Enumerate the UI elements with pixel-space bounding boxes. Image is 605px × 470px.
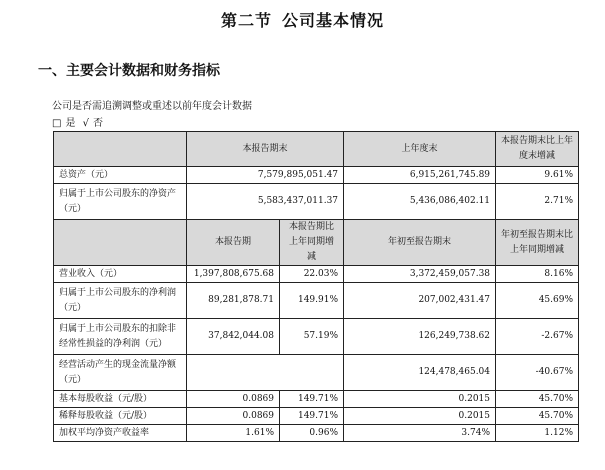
header-cell: 上年度末 xyxy=(344,132,496,167)
table-row xyxy=(54,391,579,408)
cell-value: 0.0869 xyxy=(187,408,280,425)
header-cell: 本报告期末比上年度末增减 xyxy=(496,132,579,167)
cell-value: 1.12% xyxy=(496,425,579,442)
header-cell: 本报告期 xyxy=(187,220,280,266)
cell-value: 37,842,044.08 xyxy=(187,319,280,355)
row-label: 经营活动产生的现金流量净额（元） xyxy=(54,355,187,391)
cell-value: 3,372,459,057.38 xyxy=(344,266,496,283)
heading: 一、主要会计数据和财务指标 xyxy=(38,63,220,79)
cell-value xyxy=(187,355,344,391)
cell-value: 2.71% xyxy=(496,184,579,220)
cell-value: 207,002,431.47 xyxy=(344,283,496,319)
cell-value: 149.91% xyxy=(280,283,344,319)
cell-value: -40.67% xyxy=(496,355,579,391)
table-row xyxy=(54,167,579,184)
cell-value: 5,583,437,011.37 xyxy=(187,184,344,220)
cell-value: 149.71% xyxy=(280,391,344,408)
cell-value: 22.03% xyxy=(280,266,344,283)
cell-value: 45.69% xyxy=(496,283,579,319)
header-cell: 年初至报告期末 xyxy=(344,220,496,266)
cell-value: 3.74% xyxy=(344,425,496,442)
label-no: 否 xyxy=(93,118,104,129)
header-blank xyxy=(54,132,187,167)
cell-value: 149.71% xyxy=(280,408,344,425)
financial-table xyxy=(53,131,579,442)
table-row xyxy=(54,425,579,442)
cell-value: 1.61% xyxy=(187,425,280,442)
cell-value: -2.67% xyxy=(496,319,579,355)
header-cell: 本报告期比上年同期增减 xyxy=(280,220,344,266)
cell-value: 0.96% xyxy=(280,425,344,442)
section-name: 公司基本情况 xyxy=(282,11,385,30)
cell-value: 5,436,086,402.11 xyxy=(344,184,496,220)
cell-value: 124,478,465.04 xyxy=(344,355,496,391)
row-label: 基本每股收益（元/股） xyxy=(54,391,187,408)
table-row xyxy=(54,266,579,283)
row-label: 归属于上市公司股东的净资产（元） xyxy=(54,184,187,220)
header-blank xyxy=(54,220,187,266)
cell-value: 0.2015 xyxy=(344,408,496,425)
cell-value: 0.0869 xyxy=(187,391,280,408)
row-label: 归属于上市公司股东的净利润（元） xyxy=(54,283,187,319)
label-yes: 是 xyxy=(65,118,76,129)
cell-value: 9.61% xyxy=(496,167,579,184)
header-cell: 年初至报告期末比上年同期增减 xyxy=(496,220,579,266)
table-row xyxy=(54,408,579,425)
table2-header-row xyxy=(54,220,579,266)
row-label: 营业收入（元） xyxy=(54,266,187,283)
table-row xyxy=(54,355,579,391)
cell-value: 45.70% xyxy=(496,408,579,425)
cell-value: 89,281,878.71 xyxy=(187,283,280,319)
table1-header-row xyxy=(54,132,579,167)
cell-value: 7,579,895,051.47 xyxy=(187,167,344,184)
table-row xyxy=(54,184,579,220)
table-row xyxy=(54,319,579,355)
cell-value: 0.2015 xyxy=(344,391,496,408)
checkmark-no[interactable]: √ xyxy=(82,118,90,129)
cell-value: 8.16% xyxy=(496,266,579,283)
restate-question: 公司是否需追溯调整或重述以前年度会计数据 xyxy=(52,101,252,112)
checkbox-yes[interactable]: □ xyxy=(52,118,62,129)
cell-value: 6,915,261,745.89 xyxy=(344,167,496,184)
cell-value: 1,397,808,675.68 xyxy=(187,266,280,283)
section-number: 第二节 xyxy=(220,11,272,30)
section-title xyxy=(0,8,605,31)
restate-options xyxy=(52,114,107,129)
row-label: 加权平均净资产收益率 xyxy=(54,425,187,442)
cell-value: 126,249,738.62 xyxy=(344,319,496,355)
table-row xyxy=(54,283,579,319)
cell-value: 45.70% xyxy=(496,391,579,408)
cell-value: 57.19% xyxy=(280,319,344,355)
row-label: 归属于上市公司股东的扣除非经常性损益的净利润（元） xyxy=(54,319,187,355)
row-label: 总资产（元） xyxy=(54,167,187,184)
row-label: 稀释每股收益（元/股） xyxy=(54,408,187,425)
header-cell: 本报告期末 xyxy=(187,132,344,167)
